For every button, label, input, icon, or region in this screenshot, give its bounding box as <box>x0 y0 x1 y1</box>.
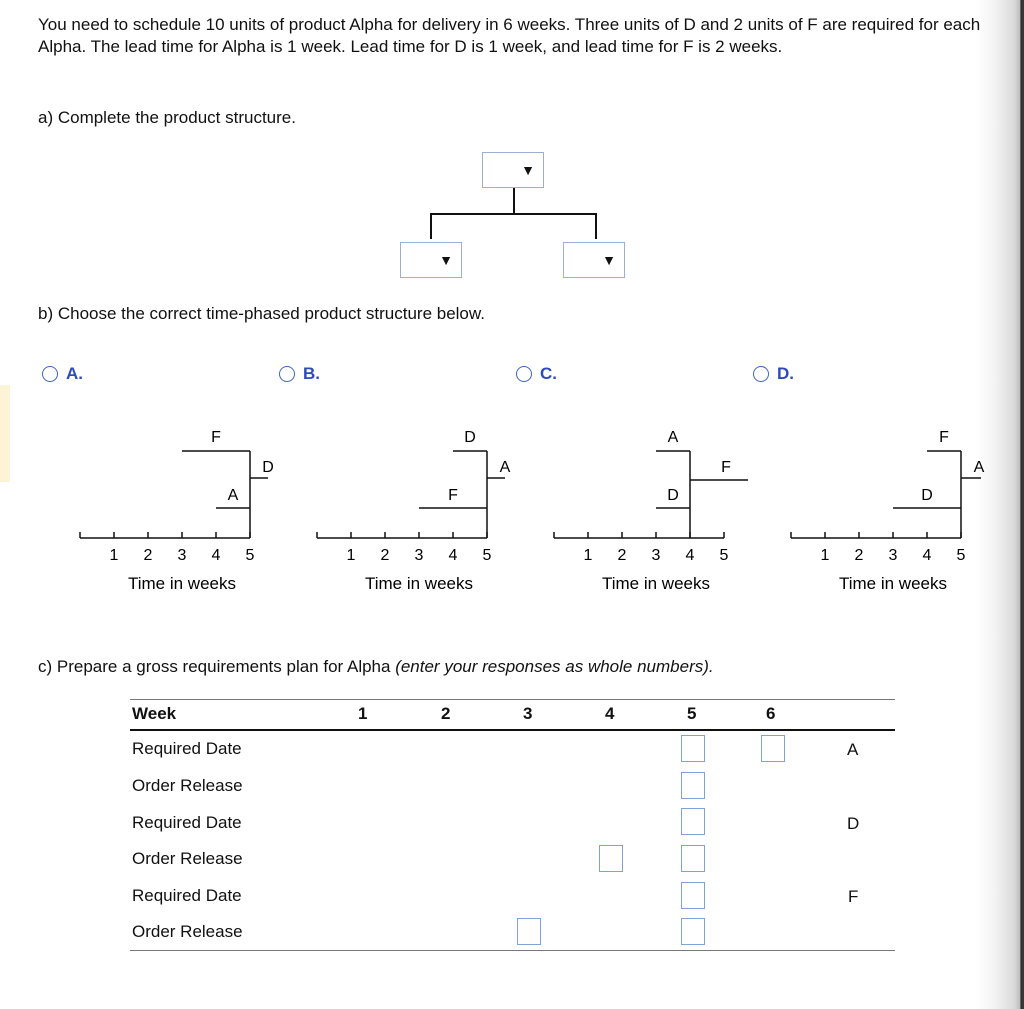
option-a-side-label: D <box>262 459 274 476</box>
option-a-xlabel: Time in weeks <box>127 574 237 593</box>
option-d-tick-2: 2 <box>854 547 864 564</box>
option-b-side-label: A <box>499 459 511 476</box>
option-c-diagram <box>552 420 752 600</box>
item-label-d: D <box>847 814 860 833</box>
option-c-xlabel: Time in weeks <box>601 574 711 593</box>
option-c-side-label: F <box>721 459 731 476</box>
option-d-low-label: D <box>921 487 933 504</box>
row-label-f-release: Order Release <box>132 922 243 941</box>
week-4: 4 <box>605 704 615 723</box>
tree-right-drop <box>595 213 597 239</box>
part-a-prompt: a) Complete the product structure. <box>38 108 296 127</box>
option-d-tick-5: 5 <box>956 547 966 564</box>
option-a-top-label: F <box>211 429 221 446</box>
row-label-alpha-release: Order Release <box>132 776 243 795</box>
week-6: 6 <box>766 704 776 723</box>
option-d-side-label: A <box>973 459 985 476</box>
week-5: 5 <box>687 704 697 723</box>
option-d-label: D. <box>777 364 794 383</box>
alpha-release-week5-input[interactable] <box>681 772 705 799</box>
option-d-tick-4: 4 <box>922 547 932 564</box>
option-d-xlabel: Time in weeks <box>838 574 948 593</box>
option-c-tick-1: 1 <box>583 547 593 564</box>
option-b-low-label: F <box>448 487 458 504</box>
left-highlight-bar <box>0 385 10 482</box>
tree-stem <box>513 188 515 214</box>
option-c-top-label: A <box>667 429 679 446</box>
item-label-f: F <box>848 887 859 906</box>
part-b-prompt: b) Choose the correct time-phased product structure below. <box>38 304 485 323</box>
option-d-radio[interactable] <box>753 364 794 384</box>
row-label-f-required: Required Date <box>132 886 242 905</box>
radio-circle-icon <box>279 366 295 382</box>
table-top-rule <box>130 699 895 700</box>
part-c-note: (enter your responses as whole numbers). <box>395 657 714 676</box>
option-d-tick-1: 1 <box>820 547 830 564</box>
week-3: 3 <box>523 704 533 723</box>
parent-dropdown[interactable] <box>482 152 544 188</box>
week-1: 1 <box>358 704 368 723</box>
option-a-tick-3: 3 <box>177 547 187 564</box>
option-a-tick-5: 5 <box>245 547 255 564</box>
option-c-tick-4: 4 <box>685 547 695 564</box>
chevron-down-icon: ▼ <box>602 252 616 268</box>
option-c-label: C. <box>540 364 557 383</box>
option-a-diagram <box>78 420 278 600</box>
row-label-d-release: Order Release <box>132 849 243 868</box>
chevron-down-icon: ▼ <box>439 252 453 268</box>
radio-circle-icon <box>516 366 532 382</box>
option-c-tick-3: 3 <box>651 547 661 564</box>
table-bottom-rule <box>130 950 895 951</box>
alpha-required-week5-input[interactable] <box>681 735 705 762</box>
option-c-radio[interactable] <box>516 364 557 384</box>
d-required-week5-input[interactable] <box>681 808 705 835</box>
option-b-top-label: D <box>464 429 476 446</box>
row-label-alpha-required: Required Date <box>132 739 242 758</box>
row-label-d-required: Required Date <box>132 813 242 832</box>
option-a-radio[interactable] <box>42 364 83 384</box>
radio-circle-icon <box>753 366 769 382</box>
option-a-tick-4: 4 <box>211 547 221 564</box>
d-release-week5-input[interactable] <box>681 845 705 872</box>
right-child-dropdown[interactable] <box>563 242 625 278</box>
option-a-tick-2: 2 <box>143 547 153 564</box>
item-label-alpha: A <box>847 740 859 759</box>
part-c-prompt <box>38 656 714 678</box>
f-required-week5-input[interactable] <box>681 882 705 909</box>
d-release-week4-input[interactable] <box>599 845 623 872</box>
tree-branch <box>430 213 597 215</box>
option-b-tick-1: 1 <box>346 547 356 564</box>
option-c-tick-5: 5 <box>719 547 729 564</box>
option-b-tick-3: 3 <box>414 547 424 564</box>
alpha-required-week6-input[interactable] <box>761 735 785 762</box>
f-release-week3-input[interactable] <box>517 918 541 945</box>
option-d-diagram <box>789 420 989 600</box>
option-b-xlabel: Time in weeks <box>364 574 474 593</box>
week-2: 2 <box>441 704 451 723</box>
option-d-top-label: F <box>939 429 949 446</box>
radio-circle-icon <box>42 366 58 382</box>
option-b-tick-4: 4 <box>448 547 458 564</box>
option-b-diagram <box>315 420 515 600</box>
option-a-tick-1: 1 <box>109 547 119 564</box>
option-b-tick-5: 5 <box>482 547 492 564</box>
week-header: Week <box>132 704 177 723</box>
option-d-tick-3: 3 <box>888 547 898 564</box>
left-child-dropdown[interactable] <box>400 242 462 278</box>
table-header-rule <box>130 729 895 731</box>
option-b-radio[interactable] <box>279 364 320 384</box>
option-c-low-label: D <box>667 487 679 504</box>
option-b-tick-2: 2 <box>380 547 390 564</box>
problem-statement: You need to schedule 10 units of product Alpha for delivery in 6 weeks. Three units of D and 2 units of F are required for each Alpha. The lead time for Alpha is 1 week. Lead time for D is 1 week, and lead time for F is 2 weeks. <box>38 15 981 56</box>
option-b-label: B. <box>303 364 320 383</box>
part-c-main: c) Prepare a gross requirements plan for Alpha <box>38 657 396 676</box>
option-a-low-label: A <box>227 487 239 504</box>
f-release-week5-input[interactable] <box>681 918 705 945</box>
option-c-tick-2: 2 <box>617 547 627 564</box>
option-a-label: A. <box>66 364 83 383</box>
chevron-down-icon: ▼ <box>521 162 535 178</box>
tree-left-drop <box>430 213 432 239</box>
